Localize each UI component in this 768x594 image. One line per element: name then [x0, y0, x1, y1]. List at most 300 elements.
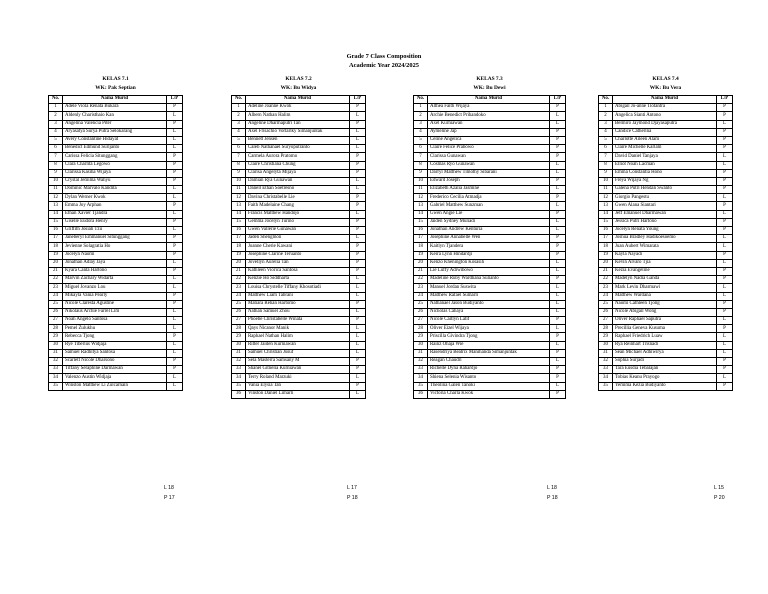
student-number: 1 [49, 104, 63, 112]
table-row [232, 120, 366, 128]
table-row [414, 349, 566, 357]
student-gender: L [350, 177, 366, 185]
student-name: Carissa Felicia Situnggang [63, 153, 167, 161]
table-row [232, 317, 366, 325]
table-row [232, 300, 366, 308]
student-name: Jovellyn Aurelia Tan [246, 259, 350, 267]
student-number: 35 [232, 382, 246, 390]
student-number: 4 [49, 128, 63, 136]
student-number: 9 [414, 169, 428, 177]
student-number: 28 [232, 325, 246, 333]
student-gender: P [167, 300, 183, 308]
student-number: 1 [599, 104, 613, 112]
student-number: 18 [232, 243, 246, 251]
student-gender: P [550, 136, 566, 144]
table-row [599, 153, 733, 161]
document-subtitle: Academic Year 2024/2025 [349, 62, 419, 69]
student-number: 28 [49, 325, 63, 333]
student-gender: L [550, 202, 566, 210]
homeroom-teacher: WK: Pak Septian [95, 85, 136, 91]
table-row [599, 308, 733, 316]
student-number: 6 [49, 145, 63, 153]
male-total: L 17 [347, 485, 357, 491]
student-name: Josephine Annabelle Wen [428, 235, 550, 243]
student-number: 12 [599, 194, 613, 202]
gender-totals [547, 483, 558, 503]
student-name: Elizabeth Azalia Jasmine [428, 186, 550, 194]
table-row [414, 325, 566, 333]
student-name: Angeline Dharmaputri Tan [246, 120, 350, 128]
student-name: Samuel Christian Jusuf [246, 349, 350, 357]
student-number: 13 [232, 202, 246, 210]
student-gender: P [717, 104, 733, 112]
table-row [49, 202, 183, 210]
student-name: Raphael Friedrich Luaw [613, 333, 717, 341]
student-name: Joanne Cherie Kawani [246, 243, 350, 251]
student-name: Emma Joy Arphan [63, 202, 167, 210]
student-name: Jocelyn Naomi [63, 251, 167, 259]
student-number: 2 [232, 112, 246, 120]
student-gender: L [167, 112, 183, 120]
student-number: 3 [599, 120, 613, 128]
table-row [232, 128, 366, 136]
student-name: Nathanael Jason Budiyanto [428, 300, 550, 308]
student-number: 3 [49, 120, 63, 128]
student-number: 34 [414, 374, 428, 382]
student-gender: L [167, 194, 183, 202]
table-row [414, 390, 566, 398]
student-number: 17 [414, 235, 428, 243]
table-row [599, 317, 733, 325]
student-gender: P [167, 177, 183, 185]
student-gender: P [350, 104, 366, 112]
student-number: 30 [599, 341, 613, 349]
student-number: 10 [414, 177, 428, 185]
table-row [49, 104, 183, 112]
student-number: 19 [414, 251, 428, 259]
table-row [232, 341, 366, 349]
student-number: 23 [599, 284, 613, 292]
student-number: 27 [599, 317, 613, 325]
student-name: Sean Michael Adhiwirya [613, 349, 717, 357]
student-name: Dylan Werner Kwok [63, 194, 167, 202]
student-gender: P [167, 366, 183, 374]
student-number: 24 [232, 292, 246, 300]
student-name: Kyara Canta Hartono [63, 267, 167, 275]
table-row [599, 128, 733, 136]
student-number: 19 [599, 251, 613, 259]
student-gender: P [717, 177, 733, 185]
table-row [414, 153, 566, 161]
column-header-gender: L/P [550, 96, 566, 104]
student-number: 26 [49, 308, 63, 316]
student-gender: P [167, 104, 183, 112]
student-name: Victoria Charla Kwok [428, 390, 550, 398]
table-row [49, 292, 183, 300]
student-gender: P [550, 390, 566, 398]
student-number: 20 [599, 259, 613, 267]
student-gender: L [167, 186, 183, 194]
student-gender: P [717, 218, 733, 226]
table-row [414, 210, 566, 218]
student-name: Clarissa Kasiha Wijaya [63, 169, 167, 177]
student-name: Bennett Jensen [246, 136, 350, 144]
table-row [232, 284, 366, 292]
table-row [49, 177, 183, 185]
student-name: David Daniel Tanjaya [613, 153, 717, 161]
student-number: 7 [414, 153, 428, 161]
student-number: 33 [232, 366, 246, 374]
student-name: Matthew Liam Tabrani [246, 292, 350, 300]
student-name: Madelyn Nadia Ganda [613, 276, 717, 284]
student-name: Vania Elysia Tan [246, 382, 350, 390]
table-row [49, 194, 183, 202]
student-name: Jeff Emanuel Dharmawan [613, 210, 717, 218]
table-row [414, 136, 566, 144]
student-name: Raphael Nathan Halim [246, 333, 350, 341]
table-row [49, 341, 183, 349]
student-gender: L [717, 194, 733, 202]
student-number: 17 [49, 235, 63, 243]
student-gender: P [350, 194, 366, 202]
student-gender: P [167, 333, 183, 341]
table-row [49, 153, 183, 161]
student-name: Matthew Rafael Sumarli [428, 292, 550, 300]
student-table [48, 95, 183, 391]
student-number: 1 [414, 104, 428, 112]
student-number: 5 [599, 136, 613, 144]
student-number: 32 [232, 358, 246, 366]
student-name: Damian Rya Gunawan [246, 177, 350, 185]
table-row [232, 259, 366, 267]
table-row [599, 251, 733, 259]
column-header-gender: L/P [350, 96, 366, 104]
student-number: 27 [49, 317, 63, 325]
student-number: 18 [599, 243, 613, 251]
table-row [599, 325, 733, 333]
student-gender: L [167, 145, 183, 153]
student-number: 11 [599, 186, 613, 194]
student-number: 30 [414, 341, 428, 349]
student-gender: L [717, 317, 733, 325]
table-row [49, 333, 183, 341]
student-number: 33 [49, 366, 63, 374]
student-name: Tiffany Seraphine Darmawan [63, 366, 167, 374]
student-gender: P [167, 153, 183, 161]
table-row [49, 284, 183, 292]
student-number: 10 [49, 177, 63, 185]
table-row [599, 333, 733, 341]
table-row [232, 267, 366, 275]
student-name: Claire Michelle Karlam [613, 145, 717, 153]
student-table [413, 95, 566, 399]
table-row [414, 202, 566, 210]
class-block-2 [231, 75, 366, 399]
student-gender: P [167, 218, 183, 226]
table-row [414, 267, 566, 275]
student-name: Griffith Josiah Tzu [63, 227, 167, 235]
student-name: Nicole Caitlyn Latif [428, 317, 550, 325]
student-name: Jonathan Adlay Jaya [63, 259, 167, 267]
student-name: Jocelyn Renata Young [613, 227, 717, 235]
student-number: 25 [232, 300, 246, 308]
student-name: Celine Angelica [428, 136, 550, 144]
student-name: Frederico Cecilia Atmadja [428, 194, 550, 202]
student-name: Priscilla Givindra Tjong [428, 333, 550, 341]
student-number: 22 [232, 276, 246, 284]
student-number: 14 [414, 210, 428, 218]
student-number: 24 [49, 292, 63, 300]
student-number: 17 [232, 235, 246, 243]
table-row [599, 284, 733, 292]
student-name: Winston Matthew Li Zulcarnain [63, 382, 167, 390]
student-gender: L [167, 341, 183, 349]
student-name: Matiara Rehan Hartomo [246, 300, 350, 308]
table-row [414, 284, 566, 292]
student-name: Carmela Aurora Pratomo [246, 153, 350, 161]
table-row [599, 120, 733, 128]
student-gender: P [350, 227, 366, 235]
student-name: Scarlett Nicole Dharsono [63, 358, 167, 366]
student-gender: L [550, 308, 566, 316]
table-row [599, 194, 733, 202]
student-name: Clara Charlita Legowo [63, 161, 167, 169]
student-gender: L [550, 341, 566, 349]
table-row [599, 349, 733, 357]
table-row [49, 169, 183, 177]
table-row [414, 251, 566, 259]
student-name: Jaiden Sydney Muliadi [428, 218, 550, 226]
student-name: Dominic Marvalo Kandita [63, 186, 167, 194]
student-name: Tara Eusdia Tebalajan [613, 366, 717, 374]
table-header-row [49, 96, 183, 104]
student-number: 21 [599, 267, 613, 275]
student-name: Jessica Putri Hartono [613, 218, 717, 226]
student-name: Oliver Raphael Saputra [613, 317, 717, 325]
student-number: 14 [232, 210, 246, 218]
student-name: Davina Christabelle Lie [246, 194, 350, 202]
student-number: 29 [599, 333, 613, 341]
female-total: P 20 [714, 495, 725, 501]
student-gender: P [717, 308, 733, 316]
student-name: Precillia Geneva Kusuma [613, 325, 717, 333]
column-header-no: No. [232, 96, 246, 104]
male-total: L 18 [164, 485, 174, 491]
student-number: 25 [599, 300, 613, 308]
student-name: Rasendriya Beatrix Manihanda Simanjuntak [428, 349, 550, 357]
student-gender: P [167, 161, 183, 169]
table-row [232, 349, 366, 357]
student-gender: L [167, 136, 183, 144]
table-row [599, 177, 733, 185]
student-gender: P [350, 120, 366, 128]
student-gender: L [550, 218, 566, 226]
table-row [599, 267, 733, 275]
student-name: Kaitlyn Tjandera [428, 243, 550, 251]
student-gender: L [717, 341, 733, 349]
table-row [49, 112, 183, 120]
student-name: Elliot Noah Lacman [613, 161, 717, 169]
table-row [232, 358, 366, 366]
student-number: 8 [414, 161, 428, 169]
student-gender: L [550, 267, 566, 275]
student-gender: P [550, 276, 566, 284]
student-gender: L [550, 358, 566, 366]
student-number: 4 [599, 128, 613, 136]
student-gender: P [350, 153, 366, 161]
student-gender: P [167, 358, 183, 366]
student-name: Axel Frisachio Vortarlky Simanjuntak [246, 128, 350, 136]
table-row [49, 145, 183, 153]
student-name: Theolina Galen Tanoki [428, 382, 550, 390]
student-gender: L [550, 112, 566, 120]
column-header-no: No. [414, 96, 428, 104]
student-gender: P [717, 251, 733, 259]
student-gender: L [350, 136, 366, 144]
student-gender: P [167, 292, 183, 300]
table-row [599, 235, 733, 243]
student-number: 23 [414, 284, 428, 292]
student-gender: P [350, 251, 366, 259]
student-gender: L [350, 292, 366, 300]
student-name: Qays Nicanor Manik [246, 325, 350, 333]
student-name: Abigail Jo-anne Tiotantra [613, 104, 717, 112]
student-gender: P [550, 194, 566, 202]
student-gender: P [350, 300, 366, 308]
student-number: 15 [414, 218, 428, 226]
student-gender: P [167, 120, 183, 128]
student-number: 22 [414, 276, 428, 284]
table-row [49, 210, 183, 218]
student-gender: L [350, 276, 366, 284]
table-row [49, 276, 183, 284]
student-name: Ethan Xavier Tjandra [63, 210, 167, 218]
student-number: 14 [49, 210, 63, 218]
student-table [231, 95, 366, 399]
student-name: Phoebe Christabelle Winata [246, 317, 350, 325]
student-gender: P [717, 358, 733, 366]
table-row [49, 349, 183, 357]
student-name: Jevienne Solagratia Ho [63, 243, 167, 251]
student-name: Marvin Zachary Widarta [63, 276, 167, 284]
student-gender: L [167, 259, 183, 267]
student-name: Nicholas Cahaya [428, 308, 550, 316]
student-number: 36 [232, 390, 246, 398]
class-block-3 [413, 75, 566, 399]
student-number: 2 [414, 112, 428, 120]
student-number: 15 [599, 218, 613, 226]
document-title-block [0, 52, 768, 70]
student-name: Samuel Radhitya Santosa [63, 349, 167, 357]
table-row [232, 333, 366, 341]
table-row [599, 202, 733, 210]
student-number: 30 [232, 341, 246, 349]
student-gender: P [550, 333, 566, 341]
student-gender: L [550, 382, 566, 390]
table-row [599, 292, 733, 300]
student-number: 34 [49, 374, 63, 382]
student-name: Janeberyl Emmanuel Situnggang [63, 235, 167, 243]
homeroom-teacher: WK: Bu Vera [649, 85, 682, 91]
student-gender: P [550, 349, 566, 357]
table-row [414, 317, 566, 325]
table-row [599, 104, 733, 112]
table-row [232, 366, 366, 374]
student-number: 29 [49, 333, 63, 341]
student-name: Adele Viola Renata Bukara [63, 104, 167, 112]
student-number: 31 [414, 349, 428, 357]
gender-totals [347, 483, 358, 503]
student-number: 7 [232, 153, 246, 161]
column-header-name: Nama Murid [428, 96, 550, 104]
student-name: Charlotte Aileen Alam [613, 136, 717, 144]
table-row [49, 366, 183, 374]
table-row [414, 243, 566, 251]
student-number: 16 [232, 227, 246, 235]
student-name: Kenzo Khenington Kosasih [428, 259, 550, 267]
student-gender: L [350, 325, 366, 333]
student-name: Axel Kurniawan [428, 120, 550, 128]
table-row [599, 136, 733, 144]
student-gender: L [550, 292, 566, 300]
student-name: Freya Wijaya Ng [613, 177, 717, 185]
student-name: Reagan Chaudri [428, 358, 550, 366]
table-row [232, 177, 366, 185]
table-row [414, 161, 566, 169]
student-number: 31 [49, 349, 63, 357]
student-number: 28 [599, 325, 613, 333]
table-row [232, 161, 366, 169]
student-number: 3 [414, 120, 428, 128]
student-gender: P [550, 366, 566, 374]
student-name: Kenzie Ho Siddharta [246, 276, 350, 284]
female-total: P 18 [547, 495, 558, 501]
student-gender: L [350, 128, 366, 136]
student-name: Avery Constantine Hidayat [63, 136, 167, 144]
student-name: Naomi Cathleen Tjong [613, 300, 717, 308]
student-name: Galena Putri Hendan Swanto [613, 186, 717, 194]
student-gender: L [167, 374, 183, 382]
class-name: KELAS 7.4 [652, 76, 679, 82]
student-number: 35 [599, 382, 613, 390]
student-name: Nathan Samuel Zhou [246, 308, 350, 316]
student-gender: L [717, 284, 733, 292]
gender-totals [164, 483, 175, 503]
student-name: Danell Ethan Soetresno [246, 186, 350, 194]
table-row [599, 300, 733, 308]
table-row [414, 177, 566, 185]
student-number: 16 [414, 227, 428, 235]
table-row [414, 104, 566, 112]
student-number: 31 [599, 349, 613, 357]
column-header-gender: L/P [717, 96, 733, 104]
student-number: 8 [599, 161, 613, 169]
student-number: 29 [414, 333, 428, 341]
student-gender: L [550, 259, 566, 267]
student-gender: P [350, 243, 366, 251]
student-number: 6 [599, 145, 613, 153]
column-header-no: No. [49, 96, 63, 104]
table-row [414, 300, 566, 308]
table-row [232, 382, 366, 390]
student-number: 18 [414, 243, 428, 251]
student-name: Aryasatya Surya Putra Selokarang [63, 128, 167, 136]
table-row [232, 202, 366, 210]
table-row [49, 300, 183, 308]
table-row [49, 251, 183, 259]
table-row [49, 136, 183, 144]
student-number: 29 [232, 333, 246, 341]
